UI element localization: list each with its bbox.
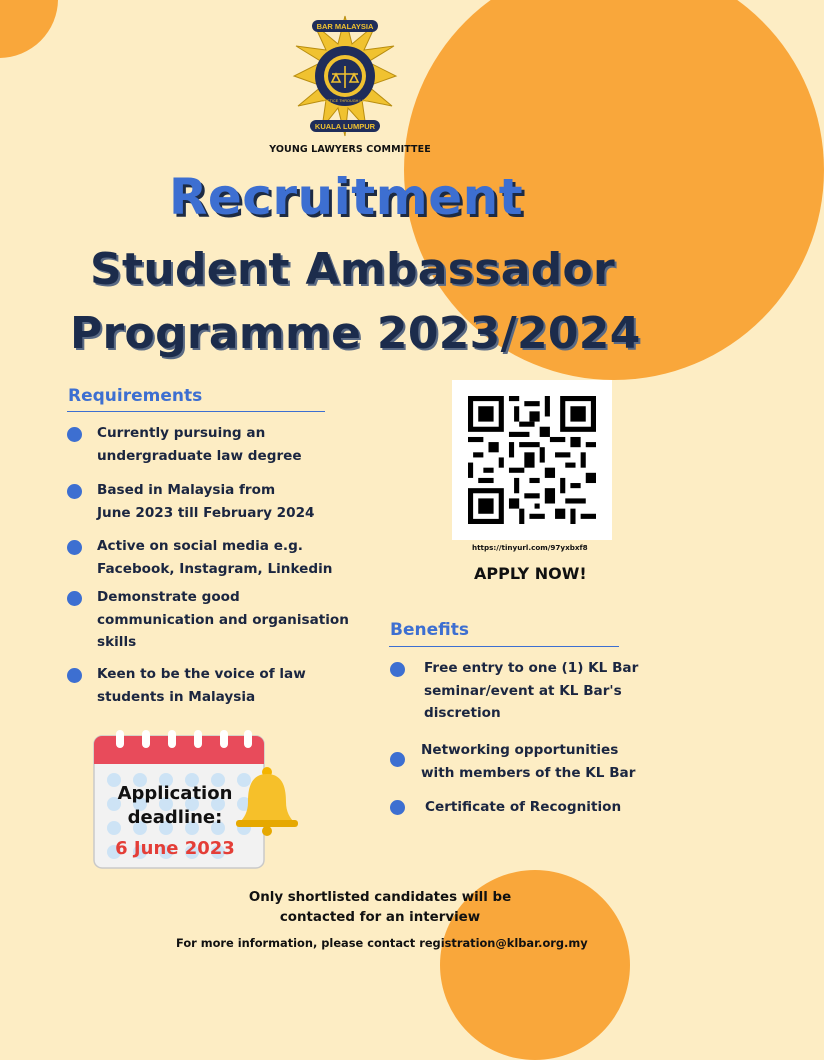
title-programme-year: Programme 2023/2024 [70, 308, 641, 359]
requirement-4-line-3: skills [97, 634, 137, 650]
qr-code[interactable] [452, 380, 612, 540]
logo-top-text: BAR MALAYSIA [316, 22, 374, 31]
requirement-bullet-3 [67, 540, 82, 555]
benefit-bullet-1 [390, 662, 405, 677]
benefit-2-line-1: Networking opportunities [421, 742, 619, 758]
deadline-label [104, 782, 246, 830]
requirement-4-line-2: communication and organisation [97, 611, 349, 628]
requirements-underline [67, 411, 325, 412]
qr-url-link[interactable]: https://tinyurl.com/97yxbxf8 [472, 543, 588, 552]
logo-motto: JUSTICE THROUGH LAW [322, 99, 368, 103]
apply-now-text[interactable]: APPLY NOW! [474, 564, 587, 583]
benefit-item-1 [424, 657, 638, 725]
benefit-2-line-2: with members of the KL Bar [421, 764, 636, 781]
decorative-circle-top-left [0, 0, 58, 58]
benefit-item-3 [425, 796, 621, 819]
benefit-bullet-3 [390, 800, 405, 815]
benefits-underline [389, 646, 619, 647]
benefit-bullet-2 [390, 752, 405, 767]
logo-bottom-text: KUALA LUMPUR [314, 122, 376, 131]
requirement-item-2 [97, 479, 315, 524]
benefit-1-line-2: seminar/event at KL Bar's [424, 682, 622, 699]
requirement-3-line-1: Active on social media e.g. [97, 538, 303, 554]
requirement-5-line-1: Keen to be the voice of law [97, 666, 306, 682]
deadline-line-2: deadline: [127, 807, 223, 828]
requirements-heading: Requirements [68, 386, 203, 406]
benefit-1-line-3: discretion [424, 705, 501, 721]
requirement-bullet-2 [67, 484, 82, 499]
title-student-ambassador: Student Ambassador [90, 244, 616, 295]
qr-code-pattern [468, 396, 596, 524]
title-recruitment: Recruitment [168, 168, 524, 226]
requirement-1-line-2: undergraduate law degree [97, 447, 302, 464]
requirement-bullet-1 [67, 427, 82, 442]
requirement-item-3 [97, 535, 332, 580]
requirement-1-line-1: Currently pursuing an [97, 425, 266, 441]
requirement-bullet-4 [67, 591, 82, 606]
contact-info[interactable]: For more information, please contact registration@klbar.org.my [176, 936, 588, 950]
requirement-2-line-2: June 2023 till February 2024 [97, 504, 315, 521]
requirement-item-5 [97, 663, 306, 708]
shortlist-line-2: contacted for an interview [279, 910, 481, 925]
shortlist-line-1: Only shortlisted candidates will be [248, 890, 512, 905]
requirement-5-line-2: students in Malaysia [97, 688, 256, 705]
benefit-1-line-1: Free entry to one (1) KL Bar [424, 660, 639, 676]
benefit-item-2 [421, 739, 635, 784]
requirement-item-4 [97, 586, 349, 654]
requirement-4-line-1: Demonstrate good [97, 589, 240, 605]
requirement-3-line-2: Facebook, Instagram, Linkedin [97, 560, 333, 577]
bar-malaysia-logo [292, 14, 398, 140]
committee-name: YOUNG LAWYERS COMMITTEE [269, 144, 431, 155]
benefits-heading: Benefits [390, 620, 469, 640]
deadline-date: 6 June 2023 [115, 838, 235, 859]
benefit-3-line-1: Certificate of Recognition [425, 799, 622, 815]
requirement-2-line-1: Based in Malaysia from [97, 482, 276, 498]
requirement-item-1 [97, 422, 302, 467]
shortlist-notice [230, 888, 530, 928]
deadline-line-1: Application [117, 783, 233, 804]
requirement-bullet-5 [67, 668, 82, 683]
